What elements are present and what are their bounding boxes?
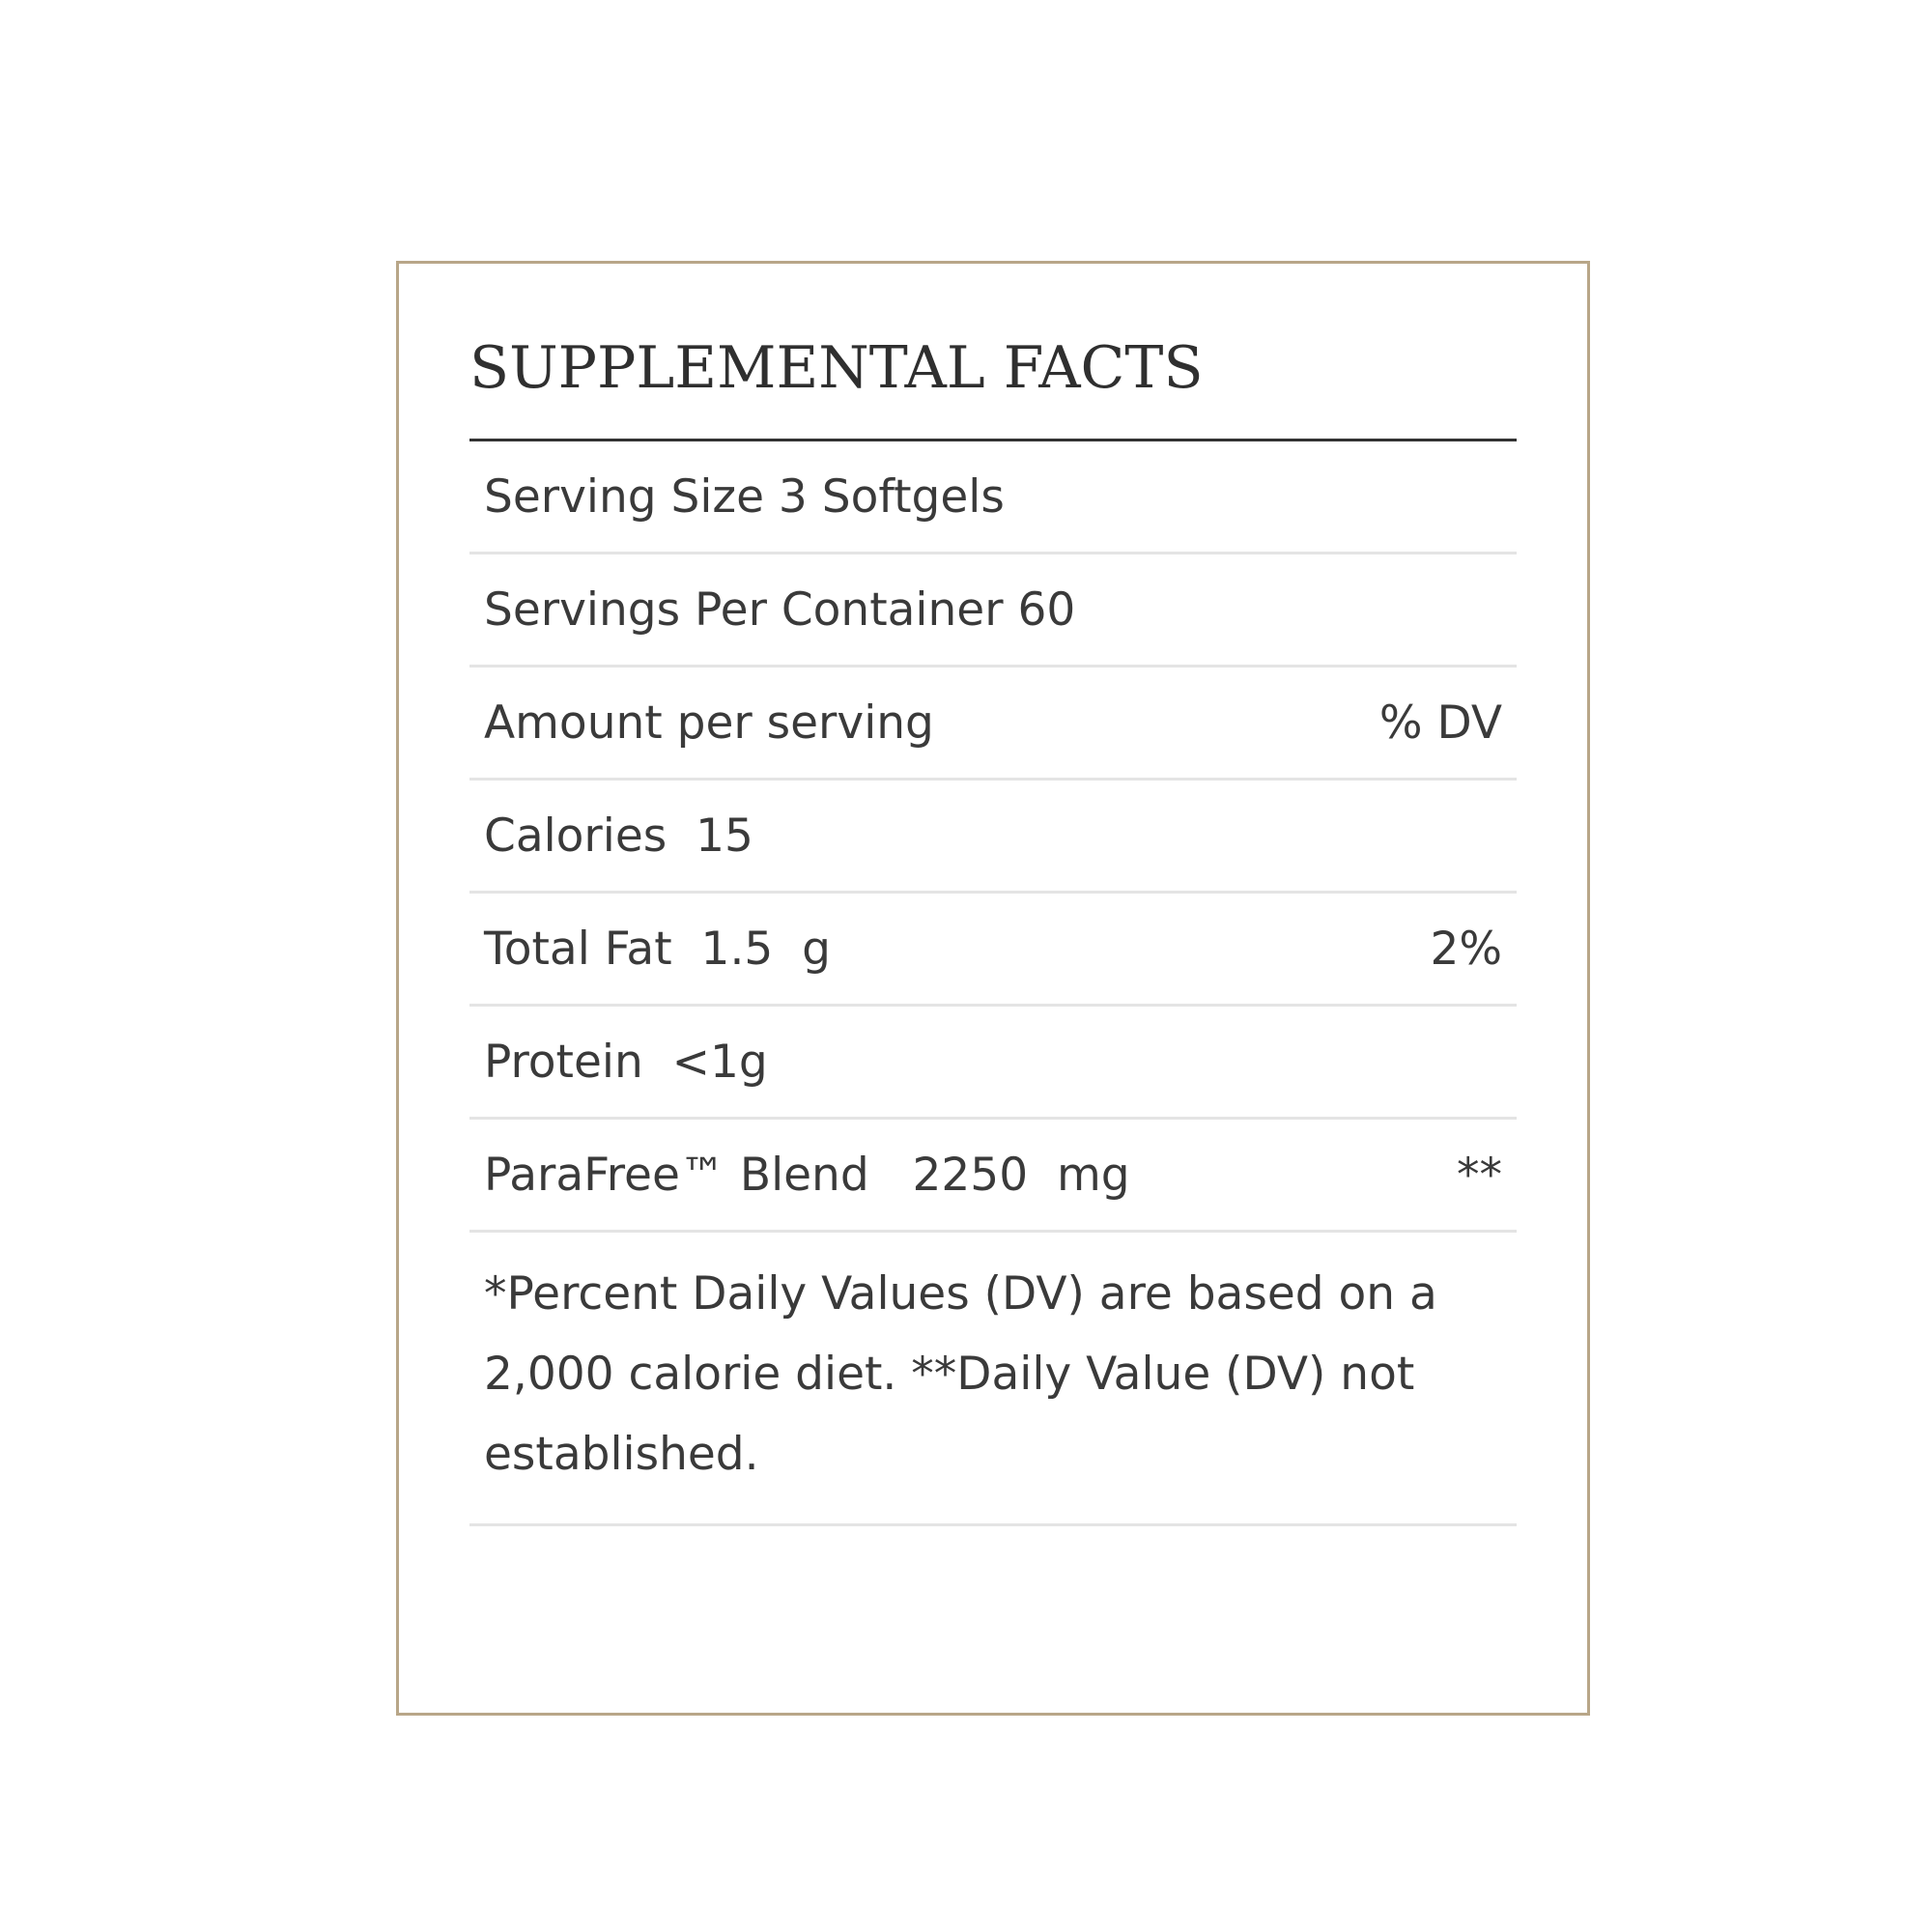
- blend-dv: **: [1457, 1148, 1502, 1202]
- amount-per-serving-label: Amount per serving: [484, 696, 934, 750]
- protein-label: Protein <1g: [484, 1035, 768, 1089]
- protein-row: [469, 1007, 1517, 1120]
- serving-size-row: [469, 441, 1517, 554]
- panel-title: SUPPLEMENTAL FACTS: [469, 334, 1204, 402]
- blend-label: ParaFree™ Blend 2250 mg: [484, 1148, 1130, 1202]
- amount-header-row: [469, 668, 1517, 781]
- facts-table: [469, 441, 1517, 1526]
- dv-column-header: % DV: [1378, 696, 1502, 750]
- blend-row: [469, 1120, 1517, 1233]
- serving-size-label: Serving Size 3 Softgels: [484, 469, 1005, 524]
- calories-row: [469, 781, 1517, 894]
- supplement-facts-panel: [396, 261, 1590, 1716]
- servings-per-container-row: [469, 554, 1517, 668]
- total-fat-label: Total Fat 1.5 g: [484, 922, 831, 976]
- servings-per-container-label: Servings Per Container 60: [484, 582, 1076, 637]
- total-fat-row: [469, 894, 1517, 1007]
- total-fat-dv: 2%: [1430, 922, 1502, 976]
- dv-footnote: *Percent Daily Values (DV) are based on a 2,000 calorie diet. **Daily Value (DV) not established.: [469, 1233, 1517, 1526]
- calories-label: Calories 15: [484, 809, 753, 863]
